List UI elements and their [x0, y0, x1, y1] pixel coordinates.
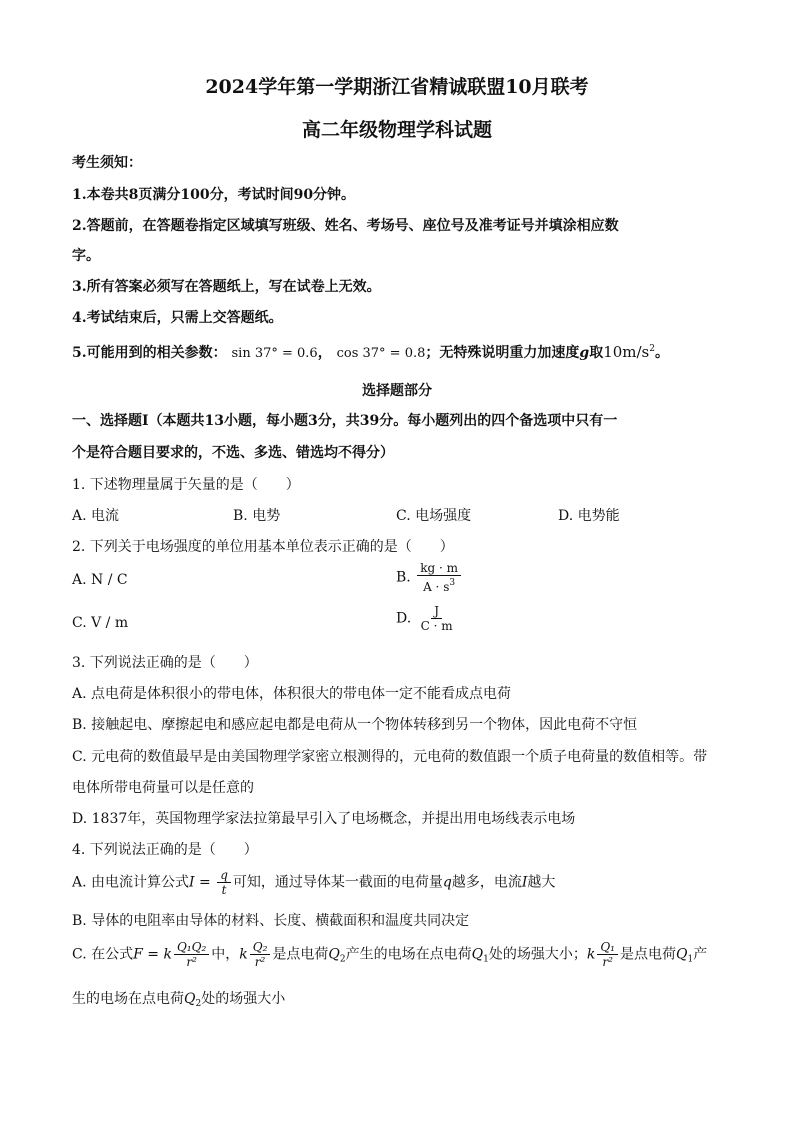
- q4-c-q2-sub: 2: [339, 954, 346, 965]
- q4-c-num-3: Q₁: [597, 940, 618, 955]
- q2-option-a: A. N / C: [72, 572, 128, 588]
- q4-c-mid1: 中，: [211, 946, 240, 963]
- q4-a-equals: =: [194, 874, 216, 891]
- q2-option-d: [396, 604, 458, 633]
- q4-c-fraction-1: [174, 940, 209, 969]
- q4-option-b: B. 导体的电阻率由导体的材料、长度、横截面积和温度共同决定: [72, 913, 470, 929]
- q4-c-q1-sub: 1: [483, 954, 489, 965]
- notice-item-4: 4.考试结束后，只需上交答题纸。: [72, 310, 283, 326]
- q4-c-num-1: Q₁Q₂: [174, 940, 209, 955]
- gravity-exponent: 2: [649, 344, 655, 354]
- cos-value: cos 37° = 0.8: [336, 346, 426, 361]
- q4-c2-q2: Q: [184, 991, 196, 1007]
- q4-c-num-2: Q₂: [250, 940, 271, 955]
- q3-option-a: A. 点电荷是体积很小的带电体，体积很大的带电体一定不能看成点电荷: [72, 686, 512, 702]
- gravity-symbol: g: [579, 345, 590, 361]
- q2-option-b-den-exp: 3: [449, 578, 456, 588]
- q4-c-mid5: 是点电荷: [619, 946, 676, 963]
- q1-stem: 1. 下述物理量属于矢量的是（ ）: [72, 477, 300, 493]
- q2-option-d-denominator: C · m: [420, 619, 453, 633]
- q1-option-a: A. 电流: [72, 508, 120, 524]
- q4-c-k-1: k: [239, 946, 248, 963]
- q1-option-c: C. 电场强度: [396, 508, 472, 524]
- q1-option-d: D. 电势能: [558, 508, 620, 524]
- q1-option-b: B. 电势: [233, 508, 281, 524]
- q4-c-mid4: 处的场强大小；: [488, 946, 587, 963]
- notice-item-3: 3.所有答案必须写在答题纸上，写在试卷上无效。: [72, 279, 381, 295]
- q4-c-k-2: k: [586, 946, 596, 963]
- q2-option-d-fraction: [418, 604, 456, 633]
- q2-option-d-label: D.: [396, 610, 412, 627]
- q3-option-c-cont: 电体所带电荷量可以是任意的: [72, 780, 254, 796]
- q3-option-b: B. 接触起电、摩擦起电和感应起电都是电荷从一个物体转移到另一个物体，因此电荷不守恒: [72, 717, 638, 733]
- q4-c-den-2: r²: [254, 955, 266, 969]
- section-label: 选择题部分: [362, 383, 432, 399]
- q3-stem: 3. 下列说法正确的是（ ）: [72, 655, 258, 671]
- notice-item-1: 1.本卷共8页满分100分，考试时间90分钟。: [72, 187, 356, 203]
- q4-c-q1b-sub: 1: [687, 954, 694, 965]
- notice-item-5-end: 。: [654, 345, 669, 361]
- q4-c-q1b: Q: [675, 946, 688, 963]
- q3-option-c: C. 元电荷的数值最早是由美国物理学家密立根测得的，元电荷的数值跟一个质子电荷量的数值相等。带: [72, 749, 708, 765]
- q2-option-b-fraction: [417, 561, 461, 594]
- q3-option-d: D. 1837年，英国物理学家法拉第最早引入了电场概念，并提出用电场线表示电场: [72, 811, 576, 827]
- q4-c-mid2: 是点电荷: [272, 946, 329, 963]
- q4-c-fraction-3: [597, 940, 618, 969]
- q4-c2-post: 处的场强大小: [201, 991, 286, 1007]
- q4-option-c-cont: [72, 988, 285, 1009]
- q4-a-current-symbol-2: I: [521, 874, 528, 891]
- q4-c-pre: C. 在公式: [72, 946, 134, 963]
- section-instruction-2: 个是符合题目要求的，不选、多选、错选均不得分）: [72, 445, 394, 461]
- q4-option-a-pre: A. 由电流计算公式: [72, 874, 190, 891]
- q2-option-d-numerator: J: [431, 604, 442, 619]
- q4-c-mid3: 产生的电场在点电荷: [345, 946, 472, 963]
- q4-a-current-symbol: I: [189, 874, 195, 891]
- q4-option-c: [72, 940, 707, 969]
- q2-stem: 2. 下列关于电场强度的单位用基本单位表示正确的是（ ）: [72, 539, 454, 555]
- notice-item-5-mid: ；无特殊说明重力加速度: [425, 345, 580, 361]
- q2-option-b-denominator: [420, 576, 458, 594]
- q2-option-c: C. V / m: [72, 615, 129, 631]
- q4-a-charge-symbol: q: [442, 874, 452, 891]
- q4-c-equals-k: = k: [142, 946, 172, 963]
- q4-a-numerator: q: [217, 868, 231, 883]
- notice-item-2: 2.答题前，在答题卷指定区域填写班级、姓名、考场号、座位号及准考证号并填涂相应数: [72, 218, 619, 234]
- q4-option-a-post1: 可知，通过导体某一截面的电荷量: [232, 874, 443, 891]
- notice-item-5: 5.可能用到的相关参数： sin 37° = 0.6， cos 37° = 0.8；无特殊说明重力加速度g取$10m/s^2$。: [72, 343, 669, 361]
- q4-c-den-3: r²: [602, 955, 613, 969]
- q4-c-q1: Q: [471, 946, 484, 963]
- exam-subtitle: 高二年级物理学科试题: [301, 119, 492, 141]
- notice-item-2-cont: 字。: [72, 248, 100, 264]
- notice-heading: 考生须知：: [72, 155, 142, 171]
- q2-option-b: [396, 561, 463, 594]
- q4-c-force-symbol: F: [133, 946, 143, 963]
- q4-c2-q2-sub: 2: [195, 999, 202, 1009]
- q2-option-b-numerator: kg · m: [417, 561, 461, 576]
- q4-a-fraction: [217, 868, 231, 897]
- q2-option-b-den-text: A · s: [423, 580, 450, 594]
- q4-c-q2: Q: [328, 946, 340, 963]
- q4-option-a-post2: 越多，电流: [451, 874, 522, 891]
- q4-c-end: 产: [693, 946, 708, 963]
- q4-option-a: [72, 868, 555, 897]
- section-instruction-1: 一、选择题Ⅰ（本题共13小题，每小题3分，共39分。每小题列出的四个备选项中只有一: [72, 413, 618, 429]
- q4-stem: 4. 下列说法正确的是（ ）: [72, 842, 258, 858]
- sin-value: sin 37° = 0.6: [231, 346, 318, 361]
- q4-c-den-1: r²: [186, 955, 197, 969]
- q2-option-b-label: B.: [396, 569, 411, 586]
- gravity-value: 10m/s: [603, 343, 650, 361]
- notice-item-5-take: 取: [589, 345, 604, 361]
- q4-option-a-post3: 越大: [527, 874, 556, 891]
- q4-c2-pre: 生的电场在点电荷: [72, 991, 184, 1007]
- notice-item-5-prefix: 5.可能用到的相关参数：: [72, 345, 227, 361]
- q4-a-denominator: t: [221, 883, 227, 897]
- q4-c-fraction-2: [250, 940, 271, 969]
- exam-title: 2024学年第一学期浙江省精诚联盟10月联考: [205, 76, 589, 98]
